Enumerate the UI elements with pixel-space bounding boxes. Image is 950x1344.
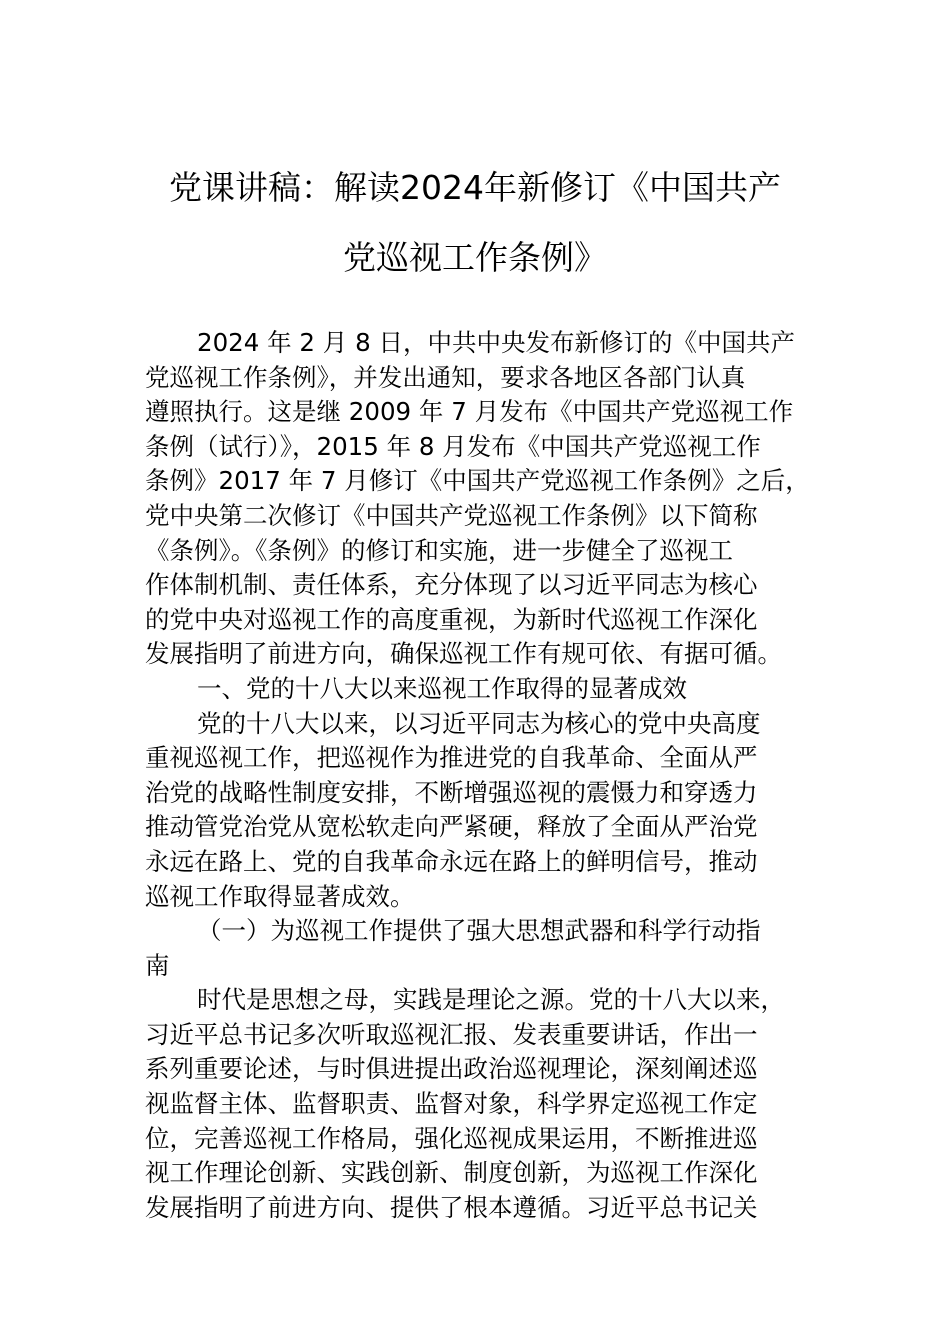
- paragraph-2-line: 推动管党治党从宽松软走向严紧硬，释放了全面从严治党: [145, 812, 758, 842]
- paragraph-2-line: 巡视工作取得显著成效。: [145, 881, 415, 911]
- paragraph-1-line: 《条例》。《条例》的修订和实施，进一步健全了巡视工: [145, 535, 733, 565]
- document-title-line-1: 党课讲稿：解读2024年新修订《中国共产: [169, 168, 781, 207]
- paragraph-2-line: 治党的战略性制度安排，不断增强巡视的震慑力和穿透力: [145, 777, 758, 807]
- paragraph-3-line: 视工作理论创新、实践创新、制度创新，为巡视工作深化: [145, 1158, 758, 1188]
- document-title-line-2: 党巡视工作条例》: [343, 238, 607, 277]
- paragraph-1-line: 党中央第二次修订《中国共产党巡视工作条例》以下简称: [145, 500, 758, 530]
- paragraph-3-line: 习近平总书记多次听取巡视汇报、发表重要讲话，作出一: [145, 1019, 758, 1049]
- paragraph-2-line: 重视巡视工作，把巡视作为推进党的自我革命、全面从严: [145, 743, 758, 773]
- section-heading-1: 一、党的十八大以来巡视工作取得的显著成效: [197, 673, 687, 703]
- paragraph-3-line: 位，完善巡视工作格局，强化巡视成果运用，不断推进巡: [145, 1123, 758, 1153]
- document-body: [145, 326, 810, 1225]
- paragraph-1-line: 的党中央对巡视工作的高度重视，为新时代巡视工作深化: [145, 604, 758, 634]
- paragraph-3-line: 系列重要论述，与时俱进提出政治巡视理论，深刻阐述巡: [145, 1054, 758, 1084]
- paragraph-3-line: 发展指明了前进方向、提供了根本遵循。习近平总书记关: [145, 1192, 758, 1222]
- paragraph-1-line: 党巡视工作条例》，并发出通知，要求各地区各部门认真: [145, 362, 746, 392]
- paragraph-1-line: 2024 年 2 月 8 日，中共中央发布新修订的《中国共产: [197, 328, 795, 357]
- subsection-heading-1-continued: 南: [145, 950, 170, 980]
- paragraph-2-line: 永远在路上、党的自我革命永远在路上的鲜明信号，推动: [145, 846, 758, 876]
- paragraph-1-line: 条例（试行）》，2015 年 8 月发布《中国共产党巡视工作: [145, 431, 761, 461]
- paragraph-3-line: 视监督主体、监督职责、监督对象，科学界定巡视工作定: [145, 1089, 758, 1119]
- paragraph-1-line: 作体制机制、责任体系，充分体现了以习近平同志为核心: [145, 570, 758, 600]
- paragraph-1-line: 遵照执行。这是继 2009 年 7 月发布《中国共产党巡视工作: [145, 397, 794, 427]
- subsection-heading-1: （一）为巡视工作提供了强大思想武器和科学行动指: [197, 916, 761, 946]
- paragraph-1-line: 发展指明了前进方向，确保巡视工作有规可依、有据可循。: [145, 639, 782, 669]
- paragraph-2-line: 党的十八大以来，以习近平同志为核心的党中央高度: [197, 708, 761, 738]
- paragraph-3-line: 时代是思想之母，实践是理论之源。党的十八大以来，: [197, 985, 785, 1015]
- paragraph-1-line: 条例》2017 年 7 月修订《中国共产党巡视工作条例》之后，: [145, 466, 810, 496]
